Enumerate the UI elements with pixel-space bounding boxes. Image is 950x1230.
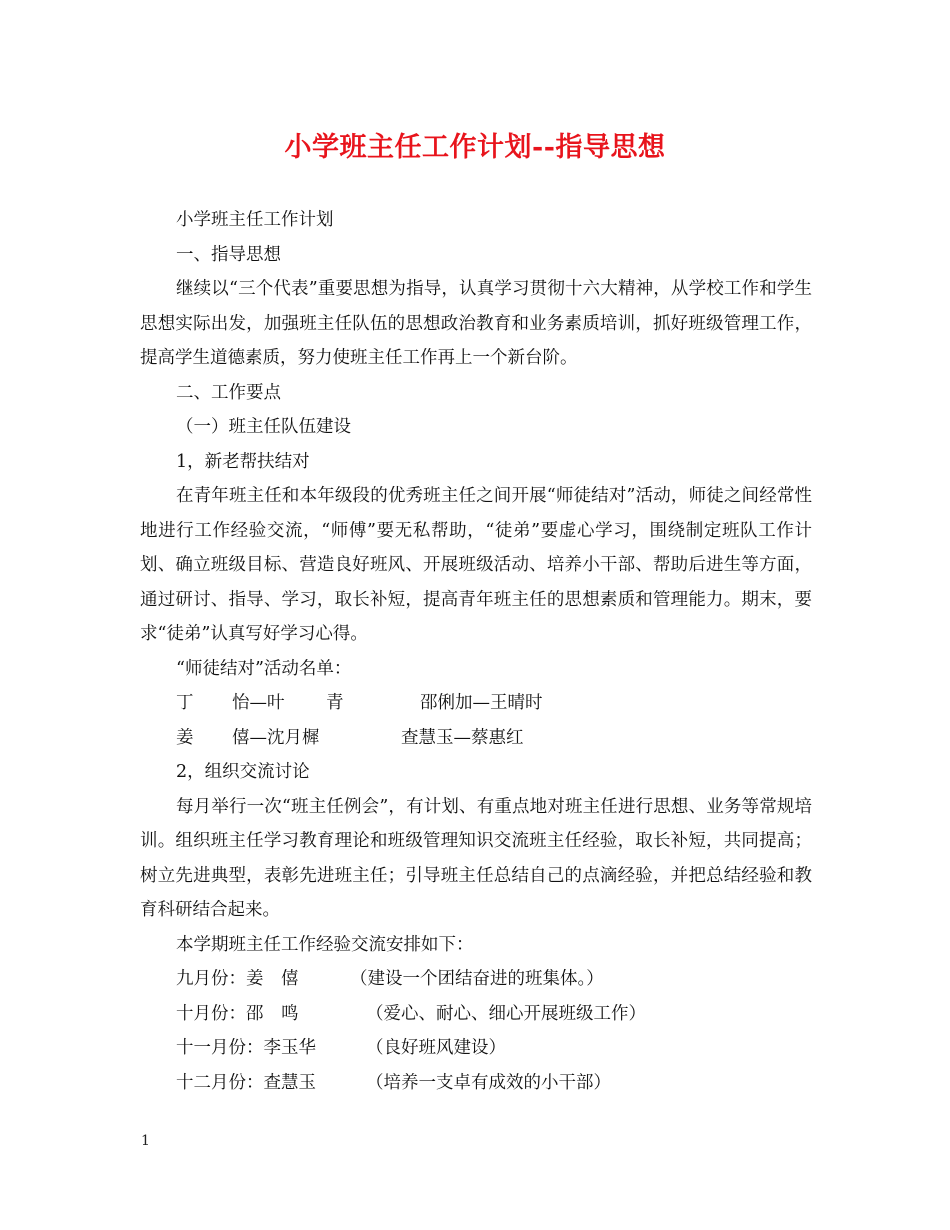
schedule-row [140, 962, 812, 997]
pair-name-part: 僖—沈月樨 [232, 727, 320, 748]
section-heading-work-points: 二、工作要点 [176, 382, 281, 403]
pair-name-part: 丁 [176, 693, 194, 713]
pair-list-heading: “师徒结对”活动名单： [176, 658, 352, 679]
paragraph-guiding-thought: 继续以“三个代表”重要思想为指导，认真学习贯彻十六大精神，从学校工作和学生思想实际出发，加强班主任队伍的思想政治教育和业务素质培训，抓好班级管理工作，提高学生道德素质，努力使班主任工作再上一个新台阶。 [140, 279, 812, 368]
schedule-month: 十月份：邵 鸣 [176, 1003, 299, 1024]
schedule-row [140, 1066, 812, 1101]
schedule-topic: （建设一个团结奋进的班集体。） [350, 969, 604, 989]
schedule-row [140, 1031, 812, 1066]
pair-name-second: 邵俐加—王晴时 [420, 693, 543, 713]
schedule-topic: （培养一支卓有成效的小干部） [366, 1072, 611, 1093]
schedule-month: 九月份：姜 僖 [176, 969, 299, 989]
pair-name-part: 怡—叶 [232, 693, 285, 713]
pair-row [140, 721, 812, 756]
schedule-heading: 本学期班主任工作经验交流安排如下： [176, 934, 474, 955]
item-heading-mentoring: 1，新老帮扶结对 [176, 451, 310, 472]
schedule-month: 十一月份：李玉华 [176, 1038, 316, 1058]
pair-name-part: 姜 [176, 727, 194, 748]
schedule-topic: （良好班风建设） [366, 1038, 506, 1058]
item-heading-exchange: 2，组织交流讨论 [176, 762, 310, 782]
paragraph-mentoring: 在青年班主任和本年级段的优秀班主任之间开展“师徒结对”活动，师徒之间经常性地进行工作经验交流，“师傅”要无私帮助，“徒弟”要虚心学习，围绕制定班队工作计划、确立班级目标、营造良好班风、开展班级活动、培养小干部、帮助后进生等方面，通过研讨、指导、学习，取长补短，提高青年班主任的思想素质和管理能力。期末，要求“徒弟”认真写好学习心得。 [140, 486, 812, 644]
pair-row [140, 686, 812, 721]
page-number: 1 [141, 1133, 150, 1149]
plan-heading: 小学班主任工作计划 [176, 210, 334, 230]
subsection-heading-team-building: （一）班主任队伍建设 [176, 417, 351, 437]
pair-name-part: 青 [326, 693, 344, 713]
section-heading-guiding-thought: 一、指导思想 [176, 244, 281, 265]
schedule-month: 十二月份：查慧玉 [176, 1072, 316, 1093]
document-body [140, 203, 812, 1100]
schedule-row [140, 997, 812, 1032]
document-title: 小学班主任工作计划--指导思想 [284, 132, 666, 163]
schedule-topic: （爱心、耐心、细心开展班级工作） [366, 1003, 646, 1024]
paragraph-exchange: 每月举行一次“班主任例会”，有计划、有重点地对班主任进行思想、业务等常规培训。组织班主任学习教育理论和班级管理知识交流班主任经验，取长补短，共同提高；树立先进典型，表彰先进班主任；引导班主任总结自己的点滴经验，并把总结经验和教育科研结合起来。 [140, 796, 812, 920]
pair-name-second: 查慧玉—蔡惠红 [401, 727, 524, 748]
